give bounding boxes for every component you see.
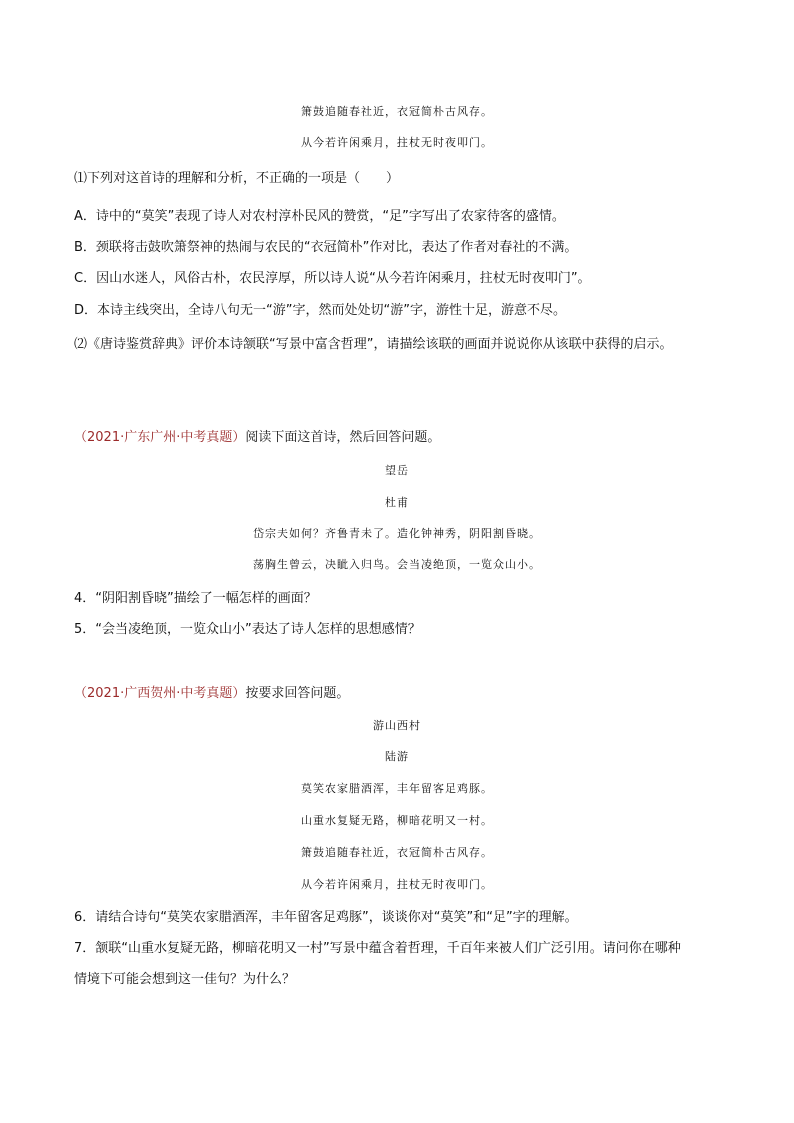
source-tag: （2021·广西贺州·中考真题） bbox=[74, 686, 246, 701]
question-stem: ⑴下列对这首诗的理解和分析，不正确的一项是（ ） bbox=[74, 171, 400, 186]
poem-title: 游山西村 bbox=[373, 719, 421, 732]
section-header bbox=[74, 685, 349, 703]
poem-line: 从今若许闲乘月，拄杖无时夜叩门。 bbox=[301, 878, 493, 891]
poem-line: 箫鼓追随春社近，衣冠简朴古风存。 bbox=[301, 105, 493, 118]
question-7-continued: 情境下可能会想到这一佳句？为什么？ bbox=[74, 972, 296, 987]
poem-line: 箫鼓追随春社近，衣冠简朴古风存。 bbox=[301, 846, 493, 859]
option-c: C．因山水迷人，风俗古朴，农民淳厚，所以诗人说“从今若许闲乘月，拄杖无时夜叩门”。 bbox=[74, 271, 591, 286]
poem-line: 岱宗夫如何？齐鲁青未了。造化钟神秀，阴阳割昏晓。 bbox=[253, 527, 541, 540]
question-4: 4．“阴阳割昏晓”描绘了一幅怎样的画面？ bbox=[74, 591, 317, 606]
poem-title: 望岳 bbox=[385, 464, 409, 477]
question-5: 5．“会当凌绝顶，一览众山小”表达了诗人怎样的思想感情？ bbox=[74, 622, 421, 637]
section-header bbox=[74, 429, 440, 447]
poem-line: 荡胸生曾云，决眦入归鸟。会当凌绝顶，一览众山小。 bbox=[253, 558, 541, 571]
option-d: D．本诗主线突出，全诗八句无一“游”字，然而处处切“游”字，游性十足，游意不尽。 bbox=[74, 303, 566, 318]
poem-line: 莫笑农家腊酒浑，丰年留客足鸡豚。 bbox=[301, 782, 493, 795]
question-7: 7．颔联“山重水复疑无路，柳暗花明又一村”写景中蕴含着哲理，千百年来被人们广泛引用。请问你在哪种 bbox=[74, 941, 681, 956]
source-tag: （2021·广东广州·中考真题） bbox=[74, 430, 246, 445]
option-b: B．颈联将击鼓吹箫祭神的热闹与农民的“衣冠简朴”作对比，表达了作者对春社的不满。 bbox=[74, 240, 578, 255]
option-a: A．诗中的“莫笑”表现了诗人对农村淳朴民风的赞赏，“足”字写出了农家待客的盛情。 bbox=[74, 209, 565, 224]
poem-line: 山重水复疑无路，柳暗花明又一村。 bbox=[301, 814, 493, 827]
poem-author: 陆游 bbox=[385, 750, 409, 763]
question-2: ⑵《唐诗鉴赏辞典》评价本诗颔联“写景中富含哲理”，请描绘该联的画面并说说你从该联中获得的启示。 bbox=[74, 337, 673, 352]
poem-line: 从今若许闲乘月，拄杖无时夜叩门。 bbox=[301, 136, 493, 149]
section-intro: 按要求回答问题。 bbox=[245, 686, 350, 701]
section-intro: 阅读下面这首诗，然后回答问题。 bbox=[245, 430, 441, 445]
poem-author: 杜甫 bbox=[385, 496, 409, 509]
question-6: 6．请结合诗句“莫笑农家腊酒浑，丰年留客足鸡豚”，谈谈你对“莫笑”和“足”字的理解。 bbox=[74, 910, 578, 925]
